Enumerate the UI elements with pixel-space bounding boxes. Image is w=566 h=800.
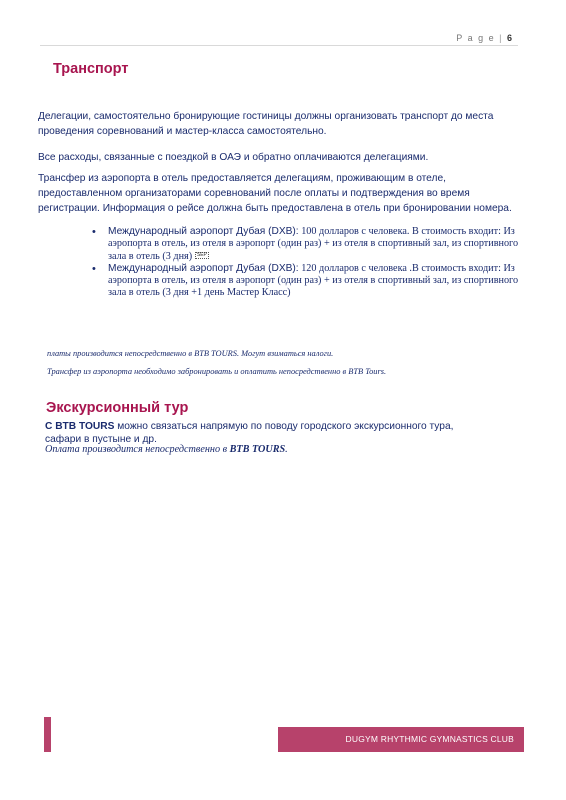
bullet-lead: Международный аэропорт Дубая (DXB): [108,226,299,237]
tour-heading: Экскурсионный тур [46,400,189,416]
list-item [92,263,526,300]
tour-text [45,421,485,446]
bullet-lead: Международный аэропорт Дубая (DXB): [108,262,299,274]
page-label: P a g e [456,33,496,43]
tour-payment-company: BTB TOURS [229,444,286,455]
list-item [92,226,526,263]
tour-company: С BTB TOURS [45,421,115,432]
footer-accent-bar [44,717,51,752]
footer-bar [278,727,524,752]
page-number [456,33,512,43]
bullet-text: 120 долларов с человека .В стоимость входит: Из аэропорта в отель, из отеля в аэропорт (один раз) + из отеля в спортивный зал, из спортивного зала в отель (3 дня +1 день Мастер Класс) [108,262,519,299]
bullet-text: 100 долларов с человека. В стоимость входит: Из аэропорта в отель, из отеля в аэропорт (один раз) + из отеля в спортивный зал, из спортивного зала в отель (3 дня) [108,226,519,262]
club-name: DUGYM RHYTHMIC GYMNASTICS CLUB [345,734,514,744]
transfer-note: Трансфер из аэропорта необходимо забронировать и оплатить непосредственно в BTB Tours. [47,367,387,376]
tour-payment [45,444,288,455]
transfer-price-list [92,226,526,300]
tour-payment-prefix: Оплата производится непосредственно в [45,444,230,455]
tour-payment-suffix: . [285,444,288,455]
page-number-value: 6 [506,33,512,43]
page-separator: | [499,33,503,43]
transport-heading: Транспорт [53,61,129,77]
header-rule [40,45,518,46]
separator-marker: SEP [196,252,207,259]
tour-description: можно связаться напрямую по поводу городского экскурсионного тура, сафари в пустыне и др. [45,421,454,445]
transport-paragraph-1: Делегации, самостоятельно бронирующие гостиницы должны организовать транспорт до места проведения соревнований и мастер-класса самостоятельно. [38,111,494,137]
payment-note: платы производится непосредственно в BTB TOURS. Могут взиматься налоги. [47,349,334,358]
transport-paragraph-2: Все расходы, связанные с поездкой в ОАЭ и обратно оплачиваются делегациями. [38,152,429,163]
transport-paragraph-3: Трансфер из аэропорта в отель предоставляется делегациям, проживающим в отеле, предоставленном организаторами соревнований после оплаты и подтверждения во время регистрации. Информация о рейсе должна быть предоставлена в отель при бронировании номера. [38,173,512,214]
